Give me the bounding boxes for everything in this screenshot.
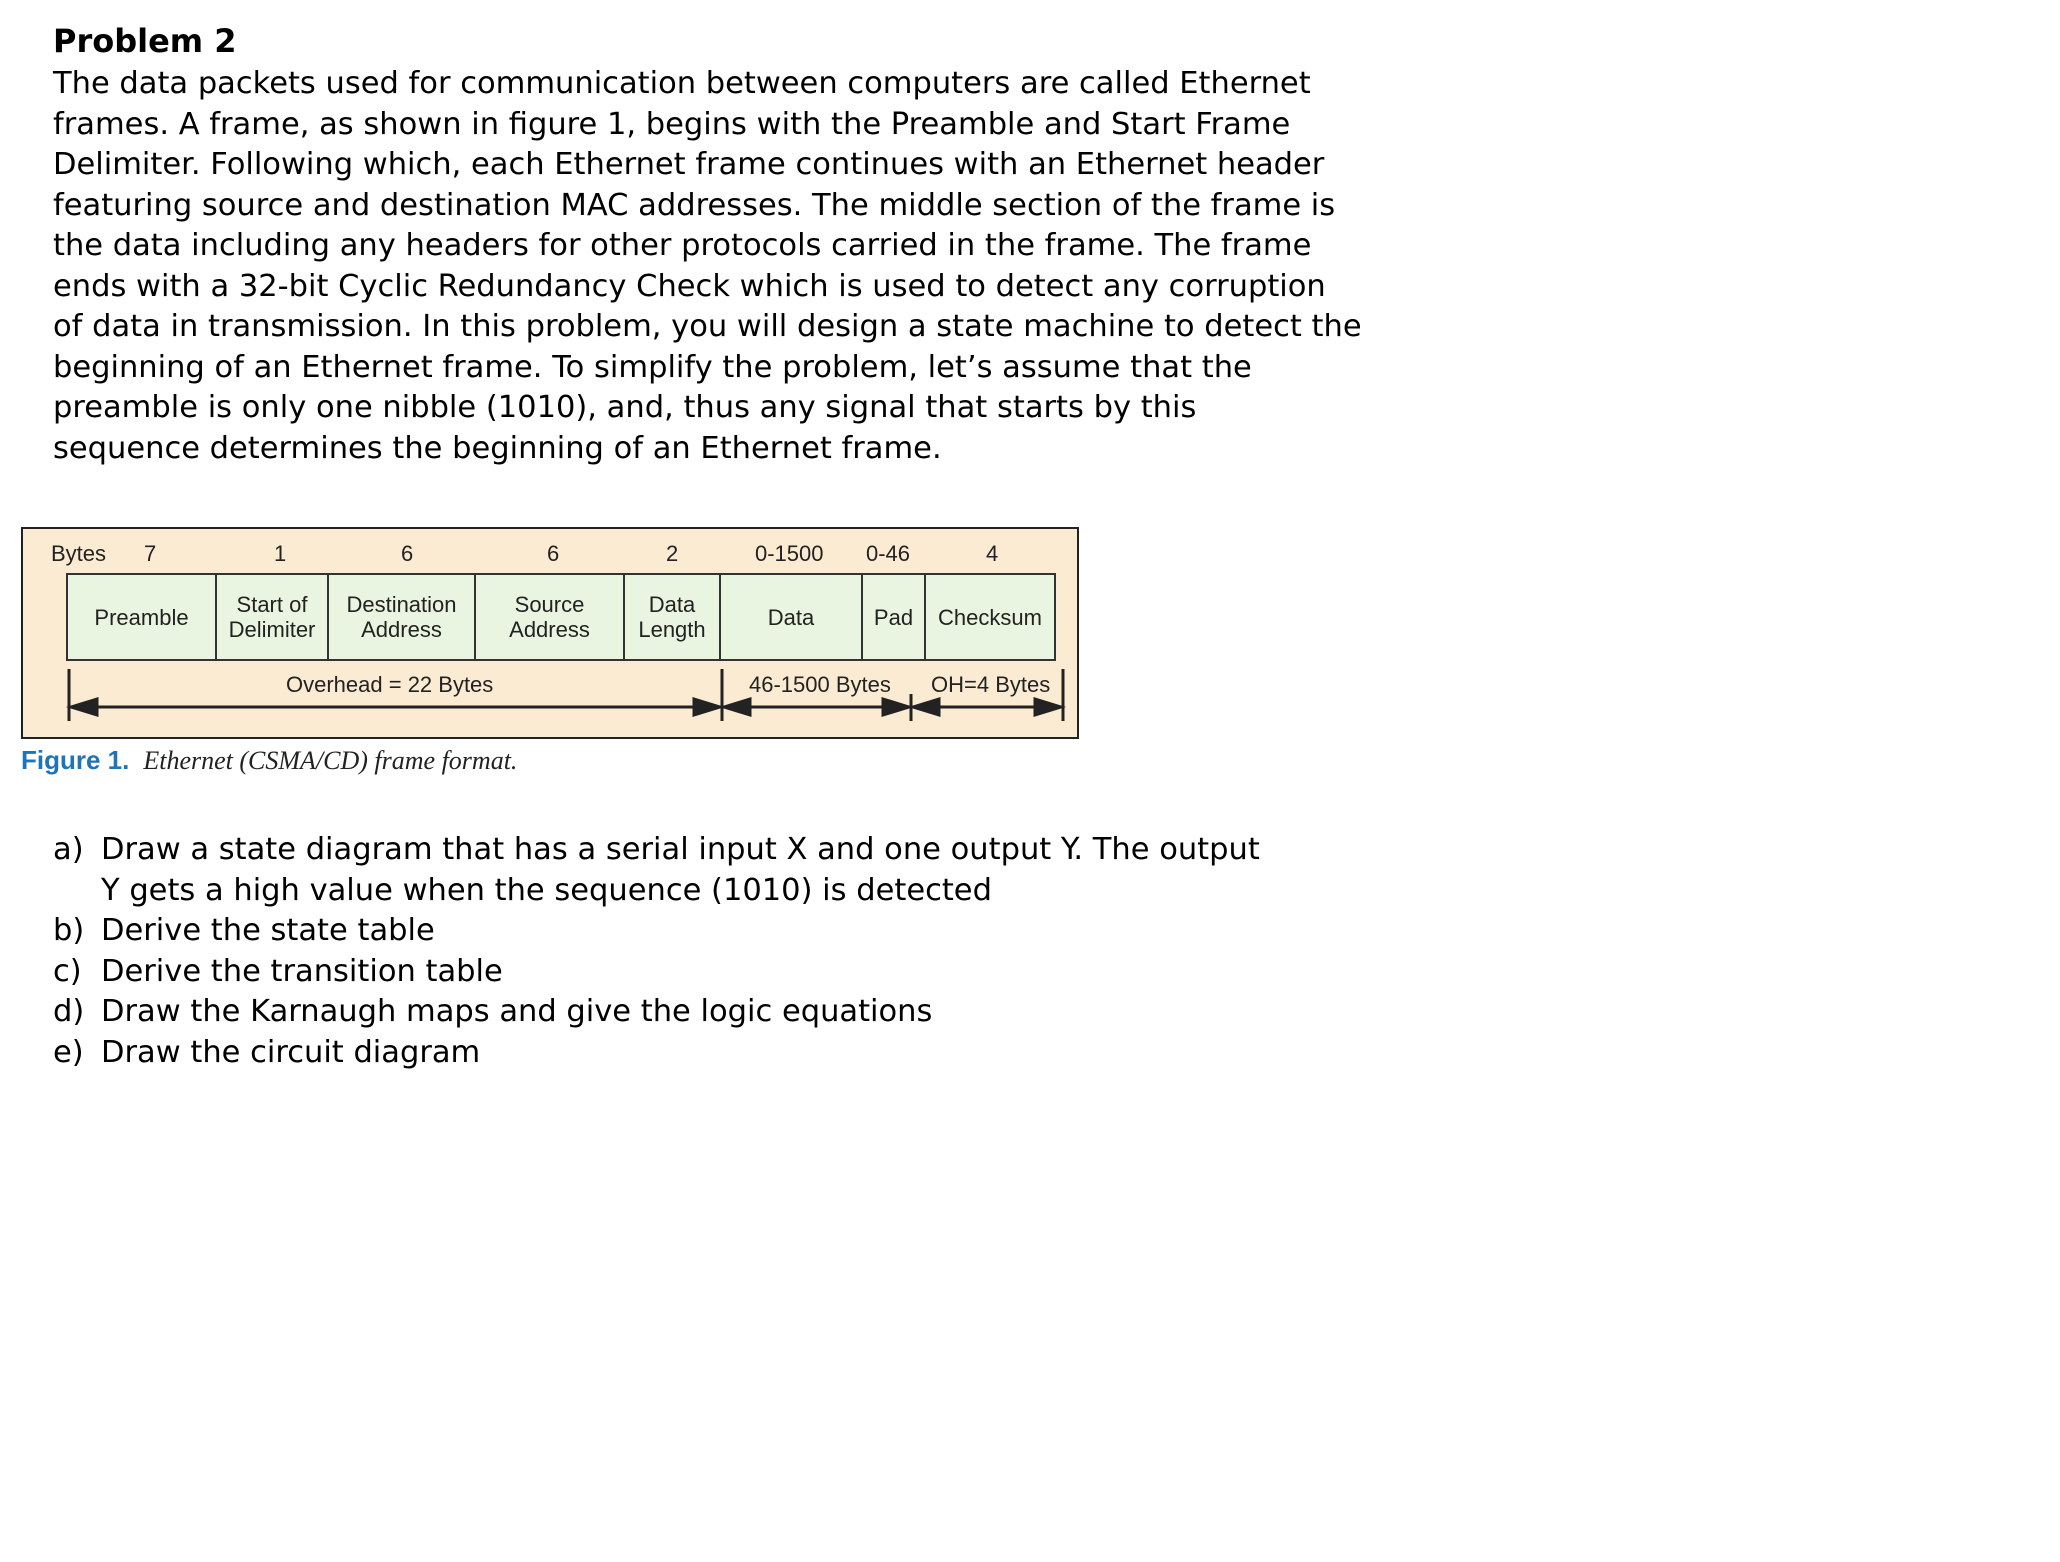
ethernet-frame-figure [21,527,1079,739]
task-label: b) [53,913,85,948]
field-checksum: Checksum [924,573,1056,661]
oh-arrowhead-right [1035,699,1061,715]
problem-title: Problem 2 [53,22,237,60]
paragraph-line: ends with a 32-bit Cyclic Redundancy Check which is used to detect any corruption [53,268,1326,304]
bytes-label: Bytes [51,541,107,566]
paragraph-line: Delimiter. Following which, each Ethernet frame continues with an Ethernet header [53,147,1325,182]
task-text: Derive the transition table [101,953,503,989]
field-destination-address: Destination Address [327,573,476,661]
overhead-arrowhead-right [694,699,720,715]
byte-count-checksum: 4 [986,541,999,566]
oh-arrowhead-left [913,699,939,715]
paragraph-line: beginning of an Ethernet frame. To simplify the problem, let’s assume that the [53,349,1252,385]
byte-count-src: 6 [547,541,560,566]
field-data-length: Data Length [623,573,721,661]
paragraph-line: of data in transmission. In this problem, you will design a state machine to detect the [53,309,1362,344]
data-arrowhead-left [724,699,750,715]
field-pad: Pad [861,573,926,661]
paragraph-line: frames. A frame, as shown in figure 1, begins with the Preamble and Start Frame [53,106,1291,142]
task-item [53,1033,1353,1074]
task-label: c) [53,953,82,989]
task-text: Draw a state diagram that has a serial input X and one output Y. The output Y gets a high value when the sequence (1010) is detected [101,832,1260,908]
task-text: Derive the state table [101,913,435,948]
byte-count-sfd: 1 [274,541,287,566]
task-list [53,830,1353,1073]
task-text: Draw the circuit diagram [101,1034,481,1070]
dimension-arrows [23,529,1077,737]
field-source-address: Source Address [474,573,625,661]
byte-count-preamble: 7 [144,541,157,566]
task-item [53,911,1353,952]
paragraph-line: The data packets used for communication between computers are called Ethernet [53,66,1311,101]
paragraph-line: featuring source and destination MAC addresses. The middle section of the frame is [53,187,1336,223]
task-item [53,992,1353,1033]
figure-caption [21,745,517,776]
byte-count-dest: 6 [401,541,414,566]
field-start-delimiter: Start of Delimiter [215,573,329,661]
task-item [53,830,1353,911]
problem-description [53,64,1363,469]
data-range-label: 46-1500 Bytes [749,672,891,697]
paragraph-line: sequence determines the beginning of an Ethernet frame. [53,430,942,466]
overhead-label: Overhead = 22 Bytes [286,672,494,697]
figure-number: Figure 1. [21,745,130,775]
byte-count-length: 2 [666,541,679,566]
task-label: a) [53,832,84,867]
byte-count-data: 0-1500 [755,541,824,566]
paragraph-line: the data including any headers for other protocols carried in the frame. The frame [53,228,1312,263]
overhead-arrowhead-left [71,699,97,715]
byte-count-pad: 0-46 [866,541,911,566]
paragraph-line: preamble is only one nibble (1010), and, thus any signal that starts by this [53,390,1197,425]
task-item [53,952,1353,993]
task-label: e) [53,1034,84,1070]
task-text: Draw the Karnaugh maps and give the logic equations [101,994,933,1029]
figure-caption-text: Ethernet (CSMA/CD) frame format. [143,746,518,775]
data-arrowhead-right [883,699,909,715]
field-data: Data [719,573,863,661]
task-label: d) [53,994,85,1029]
oh-label: OH=4 Bytes [931,672,1051,697]
field-preamble: Preamble [66,573,217,661]
